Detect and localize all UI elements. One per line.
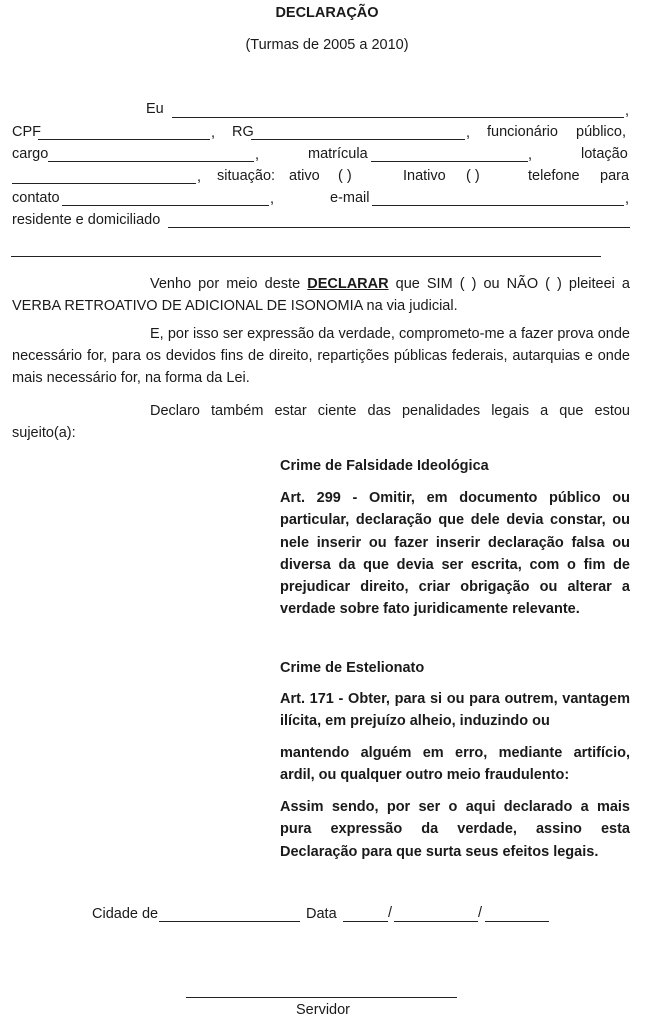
servidor-label: Servidor (296, 1002, 350, 1018)
declarar-emphasis: DECLARAR (307, 276, 389, 292)
cidade-label: Cidade de (92, 906, 159, 922)
publico-label: público, (576, 124, 626, 140)
year-field[interactable] (485, 921, 549, 922)
crime-article: Art. 299 - Omitir, em documento público ou particular, declaração que dele devia constar, ou nele inserir ou fazer inserir declaração falsa ou diversa da que devia ser escrita, com o fim de prejudicar direito, criar obrigação ou alterar a verdade sobre fato juridicamente relevante. (280, 490, 630, 618)
telefone-field[interactable] (62, 205, 269, 206)
para-label: para (600, 168, 630, 184)
comma: , (625, 191, 630, 207)
contato-label: contato (12, 190, 60, 206)
email-field[interactable] (372, 205, 624, 206)
matricula-label: matrícula (308, 146, 368, 162)
comma: , (466, 125, 471, 141)
inativo-label: Inativo (403, 168, 446, 184)
rg-label: RG (232, 124, 254, 140)
eu-label: Eu (146, 101, 164, 117)
inativo-checkbox[interactable]: ( ) (466, 168, 480, 184)
signature-label (0, 1002, 654, 1018)
declaration-paragraph (12, 273, 630, 317)
comma: , (528, 147, 533, 163)
cpf-label: CPF (12, 124, 41, 140)
crime-title: Crime de Estelionato (280, 660, 425, 676)
sim-nao-text[interactable]: que SIM ( ) ou NÃO ( ) pleiteei a VERBA RETROATIVO DE ADICIONAL DE ISONOMIA na via judicial. (12, 276, 630, 314)
date-separator: / (388, 905, 393, 921)
funcionario-label: funcionário (487, 124, 558, 140)
awareness-paragraph: Declaro também estar ciente das penalidades legais a que estou sujeito(a): (12, 403, 630, 441)
crime-title: Crime de Falsidade Ideológica (280, 458, 489, 474)
declaration-intro: Venho por meio deste (150, 276, 308, 292)
comma: , (197, 169, 202, 185)
matricula-field[interactable] (371, 161, 528, 162)
date-separator: / (478, 905, 483, 921)
crime-article-continuation: mantendo alguém em erro, mediante artifício, ardil, ou qualquer outro meio fraudulento: (280, 745, 630, 784)
telefone-label: telefone (528, 168, 580, 184)
cidade-field[interactable] (159, 921, 300, 922)
lotacao-label: lotação (581, 146, 628, 162)
comma: , (270, 191, 275, 207)
address-field-continuation[interactable] (11, 256, 601, 257)
ativo-label: ativo (289, 168, 320, 184)
crime-article: Art. 171 - Obter, para si ou para outrem, vantagem ilícita, em prejuízo alheio, induzindo ou (280, 691, 630, 730)
data-label: Data (306, 906, 337, 922)
rg-field[interactable] (251, 139, 465, 140)
address-field[interactable] (168, 227, 630, 228)
name-field[interactable] (172, 117, 624, 118)
signature-line[interactable] (186, 997, 457, 998)
cpf-field[interactable] (38, 139, 210, 140)
document-subtitle: (Turmas de 2005 a 2010) (245, 37, 409, 53)
email-label: e-mail (330, 190, 370, 206)
month-field[interactable] (394, 921, 478, 922)
lotacao-field[interactable] (12, 183, 196, 184)
cargo-field[interactable] (48, 161, 254, 162)
residente-label: residente e domiciliado (12, 212, 161, 228)
document-title: DECLARAÇÃO (275, 5, 379, 21)
commitment-paragraph: E, por isso ser expressão da verdade, comprometo-me a fazer prova onde necessário for, para os devidos fins de direito, repartições públicas federais, autarquias e onde mais necessário for, na forma da Lei. (12, 326, 630, 386)
ativo-checkbox[interactable]: ( ) (338, 168, 352, 184)
comma: , (625, 103, 630, 119)
comma: , (211, 125, 216, 141)
cargo-label: cargo (12, 146, 49, 162)
day-field[interactable] (343, 921, 388, 922)
comma: , (255, 147, 260, 163)
situacao-label: situação: (217, 168, 276, 184)
closing-statement: Assim sendo, por ser o aqui declarado a mais pura expressão da verdade, assino esta Declaração para que surta seus efeitos legais. (280, 799, 630, 860)
